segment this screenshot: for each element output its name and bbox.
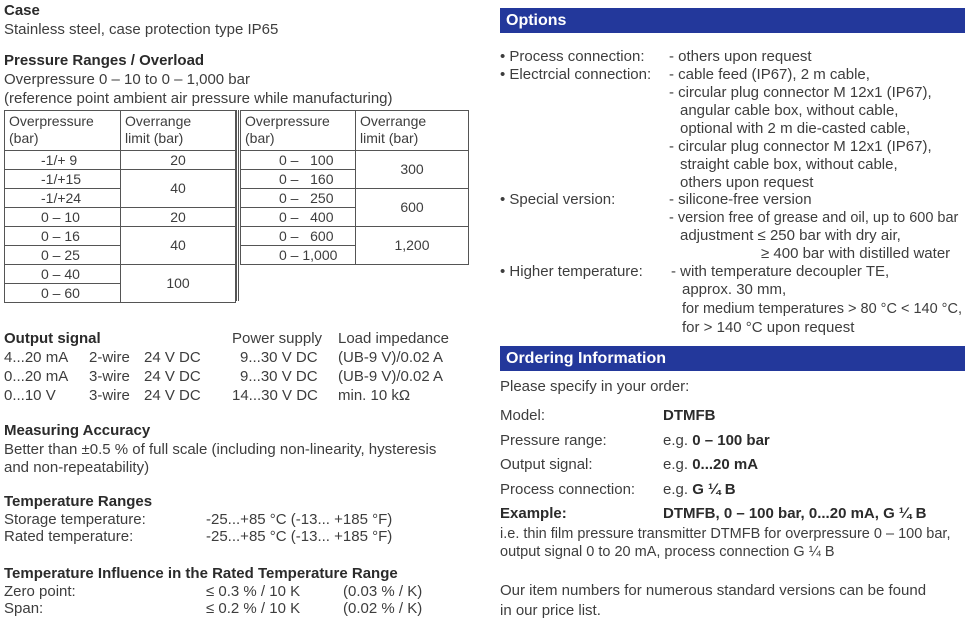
options-item: - circular plug connector M 12x1 (IP67), (669, 138, 932, 155)
output-sig: 0...20 mA (4, 368, 69, 385)
t2-head-over: Overpressure (bar) (241, 111, 356, 151)
output-load: (UB-9 V)/0.02 A (338, 368, 444, 385)
options-item: - cable feed (IP67), 2 m cable, (669, 66, 870, 83)
conn-label: Process connection: (500, 481, 636, 498)
options-item: - circular plug connector M 12x1 (IP67), (669, 84, 932, 101)
accuracy-line2: and non-repeatability) (4, 459, 150, 476)
footer-line1: Our item numbers for numerous standard versions can be found (500, 582, 927, 599)
output-volt: 24 V DC (144, 349, 201, 366)
pressure-line2: (reference point ambient air pressure while manufacturing) (4, 90, 393, 107)
options-item: - version free of grease and oil, up to 600 bar (669, 210, 959, 226)
options-item: • Process connection: (500, 48, 645, 65)
span-label: Span: (4, 600, 44, 617)
options-item: optional with 2 m die-casted cable, (680, 120, 911, 137)
conn-value: G ¼ B (692, 481, 736, 498)
options-item: approx. 30 mm, (682, 281, 787, 298)
t1-head-limit: Overrange limit (bar) (121, 111, 236, 151)
rated-value: -25...+85 °C (-13... +185 °F) (206, 528, 393, 545)
t1-limit: 40 (121, 227, 236, 265)
t1-range: 0 – 40 (5, 265, 121, 284)
t1-range: -1/+24 (5, 189, 121, 208)
output-supply: 14...30 V DC (232, 387, 318, 404)
t2-limit: 600 (356, 189, 469, 227)
example-line2: output signal 0 to 20 mA, process connection G ¼ B (500, 544, 835, 560)
t1-head-over: Overpressure (bar) (5, 111, 121, 151)
output-wire: 2-wire (89, 349, 130, 366)
t2-limit: 300 (356, 151, 469, 189)
t2-range: 0 – 400 (241, 208, 356, 227)
t1-range: 0 – 16 (5, 227, 121, 246)
options-item: for > 140 °C upon request (682, 319, 855, 336)
options-item: others upon request (680, 174, 814, 191)
t1-range: 0 – 25 (5, 246, 121, 265)
t1-range: 0 – 10 (5, 208, 121, 227)
output-supply: 9...30 V DC (240, 368, 318, 385)
output-col-power: Power supply (232, 330, 323, 347)
signal-value: 0...20 mA (692, 456, 759, 473)
output-wire: 3-wire (89, 387, 130, 404)
output-supply: 9...30 V DC (240, 349, 318, 366)
pressure-heading: Pressure Ranges / Overload (4, 52, 205, 69)
output-col-load: Load impedance (338, 330, 449, 347)
signal-label: Output signal: (500, 456, 593, 473)
case-heading: Case (4, 2, 40, 19)
t1-limit: 40 (121, 170, 236, 208)
temp-heading: Temperature Ranges (4, 493, 153, 510)
accuracy-heading: Measuring Accuracy (4, 422, 151, 439)
zero-alt: (0.03 % / K) (343, 583, 423, 600)
pressure-table-2 (240, 110, 469, 265)
options-item: - others upon request (669, 48, 812, 65)
example-value: DTMFB, 0 – 100 bar, 0...20 mA, G ¼ B (663, 505, 927, 522)
model-label: Model: (500, 407, 546, 424)
example-label: Example: (500, 505, 567, 522)
output-load: (UB-9 V)/0.02 A (338, 349, 444, 366)
options-item: - with temperature decoupler TE, (671, 263, 890, 280)
range-eg: e.g. (663, 432, 689, 449)
t2-limit: 1,200 (356, 227, 469, 265)
zero-value: ≤ 0.3 % / 10 K (206, 583, 301, 600)
t1-limit: 20 (121, 151, 236, 170)
output-sig: 4...20 mA (4, 349, 69, 366)
zero-label: Zero point: (4, 583, 76, 600)
options-item: - silicone-free version (669, 191, 812, 208)
t1-limit: 100 (121, 265, 236, 303)
range-value: 0 – 100 bar (692, 432, 770, 449)
storage-value: -25...+85 °C (-13... +185 °F) (206, 511, 393, 528)
output-load: min. 10 kΩ (338, 387, 411, 404)
options-item: • Electrcial connection: (500, 66, 652, 83)
conn-eg: e.g. (663, 481, 689, 498)
output-volt: 24 V DC (144, 368, 201, 385)
influence-heading: Temperature Influence in the Rated Temperature Range (4, 565, 398, 582)
t1-range: -1/+ 9 (5, 151, 121, 170)
pressure-line1: Overpressure 0 – 10 to 0 – 1,000 bar (4, 71, 250, 88)
output-wire: 3-wire (89, 368, 130, 385)
options-item: for medium temperatures > 80 °C < 140 °C, (682, 301, 962, 317)
options-item: straight cable box, without cable, (680, 156, 898, 173)
options-item: • Special version: (500, 191, 616, 208)
t1-limit: 20 (121, 208, 236, 227)
t2-range: 0 – 250 (241, 189, 356, 208)
example-line1: i.e. thin film pressure transmitter DTMFB for overpressure 0 – 100 bar, (500, 526, 951, 542)
footer-line2: in our price list. (500, 602, 601, 619)
t1-range: -1/+15 (5, 170, 121, 189)
options-item: adjustment ≤ 250 bar with dry air, (680, 227, 901, 244)
output-heading: Output signal (4, 330, 101, 347)
t2-head-limit: Overrange limit (bar) (356, 111, 469, 151)
ordering-intro: Please specify in your order: (500, 378, 690, 395)
t1-range: 0 – 60 (5, 284, 121, 303)
output-sig: 0...10 V (4, 387, 56, 404)
signal-eg: e.g. (663, 456, 689, 473)
t2-range: 0 – 100 (241, 151, 356, 170)
span-value: ≤ 0.2 % / 10 K (206, 600, 301, 617)
options-item: ≥ 400 bar with distilled water (761, 245, 951, 262)
case-text: Stainless steel, case protection type IP65 (4, 21, 279, 38)
options-title-bar: Options (500, 8, 965, 33)
storage-label: Storage temperature: (4, 511, 146, 528)
output-volt: 24 V DC (144, 387, 201, 404)
range-label: Pressure range: (500, 432, 607, 449)
t2-range: 0 – 160 (241, 170, 356, 189)
pressure-table-1 (4, 110, 236, 303)
rated-label: Rated temperature: (4, 528, 134, 545)
t2-range: 0 – 600 (241, 227, 356, 246)
table-divider (236, 110, 239, 301)
options-item: • Higher temperature: (500, 263, 643, 280)
t2-range: 0 – 1,000 (241, 246, 356, 265)
span-alt: (0.02 % / K) (343, 600, 423, 617)
model-value: DTMFB (663, 407, 716, 424)
ordering-title-bar: Ordering Information (500, 346, 965, 371)
accuracy-line1: Better than ±0.5 % of full scale (including non-linearity, hysteresis (4, 441, 437, 458)
options-item: angular cable box, without cable, (680, 102, 899, 119)
